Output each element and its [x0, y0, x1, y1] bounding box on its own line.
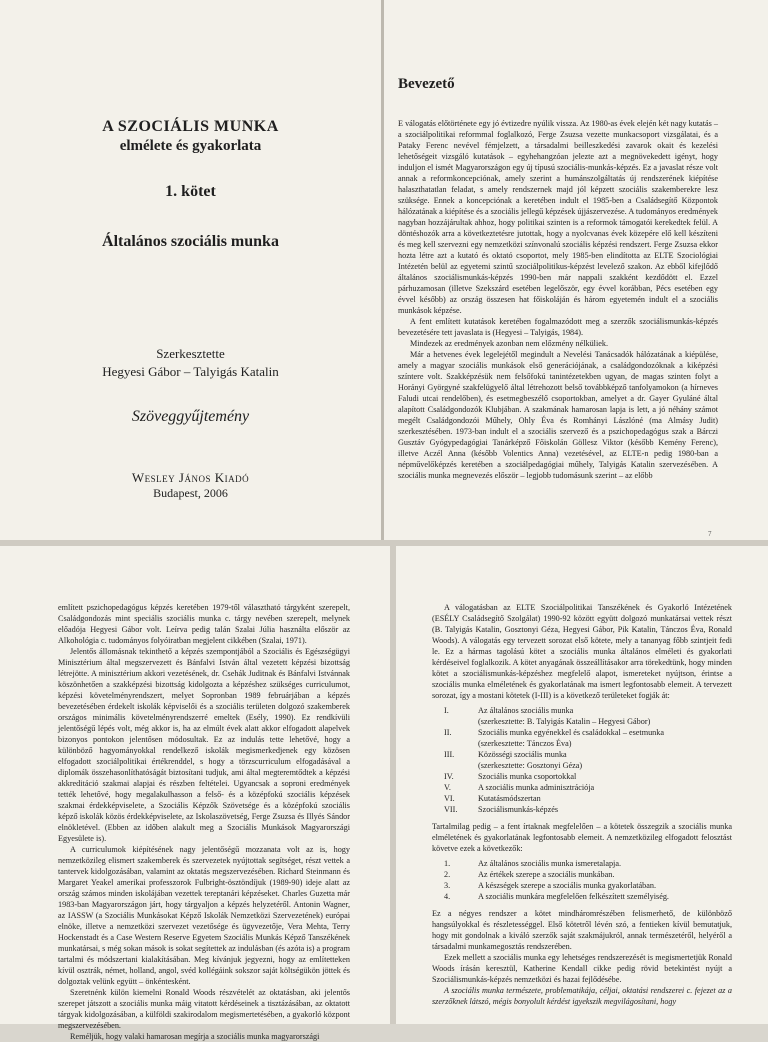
intro-paragraph: E válogatás előtörténete egy jó évtizedre nyúlik vissza. Az 1980-as évek elején két nagy kutatás – a szociálpolitikai reformmal foglalkozó, Ferge Zsuzsa vezette munkacsoport vizsgálatai, és a Pataky Ferenc nevével fémjelzett, a társadalmi beilleszkedési zavarok okait és kezelési lehetőségeit vizsgáló kutatások – egyhehangzóan jelezte azt a megnövekedett igényt, hogy induljon el ismét Magyarországon egy új típusú szociális-munkás-képzés. Ez a javaslat része volt annak a reformkoncepciónak, amely szerint a humánszolgáltatás új rendszerének kiépítése halaszthatatlan feladat, s amely rendszernek majd jól képzett szociális szakemberekre lesz szüksége. Ennek a koncepciónak a keretében indult el 1985-ben a Családsegítő Központok hálózatának a kiépítése és a szociális jellegű képzések újjászervezése. A tudományos eredmények nagyban hozzájárultak ahhoz, hogy politikai szinten is a reformok támogatói kerekedtek felül. A döntéshozók arra a következtetésre jutottak, hogy a nyolcvanas évek közepére elő kell készíteni és meg kell szervezni egy nemzetközi színvonalú szociális képzési rendszert. Ferge Zsuzsa ekkor hozta létre azt a kutató és oktató csoportot, mely 1985-ben elindította az ELTE Szociológiai Intézetén belül az egyetemi szintű szociálpolitikus-képzést levelező szakon. Az ebből kifejlődő általános szociálismunkás-képzés 1990-ben már nappali szakként kezdődött el. Ezzel párhuzamosan (illetve Szekszárd esetében legelőször, egy évvel korábban, Pécs esetében egy évvel később) az ország összesen hat főiskoláján és három egyetemén indult el a szociális munkások képzése. [398, 119, 718, 315]
introduction-page [384, 0, 768, 540]
continued-page [0, 546, 390, 1041]
list-item-editor: (szerkesztette: B. Talyigás Katalin – Hegyesi Gábor) [478, 717, 651, 726]
list-item: V. A szociális munka adminisztrációja [444, 783, 595, 792]
collection-label: Szöveggyűjtemény [131, 408, 250, 425]
body-paragraph: Tartalmilag pedig – a fent írtaknak megfelelően – a kötetek összegzik a szociális munka elméletének és gyakorlatának legfontosabb elemeit. A nemzetközileg elfogadott felosztást követve ezek a következők: [432, 822, 732, 853]
body-paragraph: Reméljük, hogy valaki hamarosan megírja a szociális munka magyarországi [70, 1032, 320, 1041]
body-paragraph: említett pszichopedagógus képzés keretében 1979-től választható tárgyként szerepelt, Családgondozás mint speciális szociális munka c. tárgy nevében szerepelt, melynek előadója Hegyesi Gábor volt. Leírva pedig talán Szalai Júlia használta először az Alkohológia c. tudományos folyóiratban megjelent cikkében (Szalai, 1971). [58, 603, 350, 645]
list-item: III. Közösségi szociális munka [444, 750, 567, 759]
editors: Hegyesi Gábor – Talyigás Katalin [102, 364, 279, 379]
book-title: A SZOCIÁLIS MUNKA [102, 118, 279, 135]
volumes-body [432, 602, 732, 1007]
list-item-editor: (szerkesztette: Gosztonyi Géza) [478, 761, 583, 770]
intro-paragraph: Már a hetvenes évek legelejétől megindult a Nevelési Tanácsadók hálózatának a kiépülése, amely a magyar szociális munkások első generációjának, a családgondozóknak a kiképzési színtere volt. Szakképzésük nem felsőfokú tanintézetekben ugyan, de magas szinten folyt a Horányi Györgyné szakfelügyelő által létrehozott belső továbbképző tanfolyamokon (a hírneves Faludi utcai rendelőben), és esetmegbeszélő csoportokban, amelyet a dr. Gayer Gyuláné által alapított Családgondozók Klubjában. A szakmának hamarosan lapja is lett, a jó néhány számot megélt Családgondozói Műhely, Ohly Éva és Romhányi Lászlóné (ma Almásy Judit) szerkesztésében. 1973-ban indult el a szociális szervező és a pszichopedagógus szak a Bárczi Gusztáv Gyógypedagógiai Tanárképző Főiskolán Göllesz Viktor (később Kemény Ferenc), illetve Aczél Anna (később Volentics Anna) vezetésével, az ELTE-n pedig 1980-ban a népművelőképzés keretében a szociálpedagógiai műhely, Talyigás Katalin szervezésében. A szociális munka megnevezés először – legjobb tudomásunk szerint – az előbb [398, 350, 718, 480]
list-item: IV. Szociális munka csoportokkal [444, 772, 577, 781]
list-item: 2. Az értékek szerepe a szociális munkában. [444, 870, 615, 879]
volume-list [432, 705, 732, 815]
book-subtitle: elmélete és gyakorlata [119, 138, 262, 154]
volume-number: 1. kötet [165, 183, 216, 200]
list-item: 4. A szociális munkára megfelelően felkészített személyiség. [444, 892, 669, 901]
body-paragraph: Szeretnénk külön kiemelni Ronald Woods részvételét az oktatásban, aki jelentős szerepet játszott a szociális munka máig vitatott kérdéseinek a tisztázásában, az oktatott tárgyak kidolgozásában, a külföldi szakirodalom megismertetésében, a gyakorló központ megszervezésében. [58, 988, 350, 1030]
page-number: 7 [708, 530, 712, 538]
body-paragraph: A curriculumok kiépítésének nagy jelentőségű mozzanata volt az is, hogy nemzetközileg elismert szakemberek és szervezetek nyújtottak segítséget, részt vettek a tantervek kidolgozásában, valamint az oktatás megszervezésében. Richard Steinmann és Margaret Yeakel amerikai professzorok Fulbright-ösztöndíjuk (1989-90) ideje alatt az ország számos minden iskolájában vezettek tereptanári képzéseket. Charles Guzetta már 1983-ban Magyarországon járt, hogy tárgyaljon a képzés helyzetéről. Antonin Wagner, az IASSW (a Szociális Munkásokat Képző Iskolák Nemzetközi Szervezetének) európai elnöke, illetve a nemzetközi szervezet vezetősége és ügyvezetője, Vera Mehta, Terry Hockenstadt és a Case Western Reserve Egyetem Szociális Munkás Képző Tanszékének munkatársai, s még sokan mások is sokat segítettek az indulásban (és azóta is) a program tartalmi és módszertani kialakításában. Meg kívánjuk jegyezni, hogy az említetteken kívül osztrák, német, holland, angol, svéd kollégáink sokszor saját költségükön jöttek és dolgoztak velünk együtt – önkéntesként. [58, 845, 350, 986]
list-item-editor: (szerkesztette: Tánczos Éva) [478, 739, 572, 748]
list-item: VII. Szociálismunkás-képzés [444, 805, 559, 814]
title-page [0, 0, 381, 540]
intro-body [398, 118, 718, 481]
edited-by-label: Szerkesztette [156, 346, 225, 361]
list-item: 3. A készségek szerepe a szociális munka gyakorlatában. [444, 881, 657, 890]
place-year: Budapest, 2006 [153, 486, 228, 500]
body-paragraph: A válogatásban az ELTE Szociálpolitikai Tanszékének és Gyakorló Intézetének (ESÉLY Családsegítő Szolgálat) 1990-92 között együtt dolgozó munkatársai vettek részt (B. Talyigás Katalin, Gosztonyi Géza, Hegyesi Gábor, Pik Katalin, Tánczos Éva, Ronald Woods). A válogatás egy tervezett sorozat első kötete, mely a tananyag főbb szintjeit fedi le. Ez a hármas tagolású kötet a szociális munka általános elméleti és gyakorlati kérdéseivel foglalkozik. A kötet anyagának összeállításakor arra törekedtünk, hogy minden kötet a szociálismunkás-képzéshez megfelelő alapot, ismereteket nyújtson, érintse a szociális munka elméletének és gyakorlatának ma ismert legfontosabb elemeit. A tervezett sorozat, így a mostani kötetek (I-III) is a következő területeket fogják át: [432, 603, 732, 700]
body-paragraph: A szociális munka természete, problematikája, céljai, oktatási rendszerei c. fejezet az a szerzőknek látszó, mégis bonyolult kérdést igyekszik megvilágosítani, hogy [432, 986, 732, 1006]
volume-title: Általános szociális munka [102, 233, 279, 250]
volumes-page [396, 546, 768, 1024]
intro-heading: Bevezető [398, 76, 455, 92]
list-item: I. Az általános szociális munka [444, 706, 574, 715]
intro-paragraph: A fent említett kutatások keretében fogalmazódott meg a szerzők szociálismunkás-képzés bevezetésére tett javaslata is (Hegyesi – Talyigás, 1984). [398, 317, 718, 337]
continued-body [58, 602, 350, 1042]
list-item: VI. Kutatásmódszertan [444, 794, 541, 803]
body-paragraph: Jelentős állomásnak tekinthető a képzés szempontjából a Szociális és Egészségügyi Minisztérium által megszervezett és Bánfalvi István által vezetett képzési bizottság létrejötte. A minisztérium akkori vezetésének, dr. Csehák Juditnak és Bánfalvi Istvánnak köszönhetően a szakképzési bizottság kidolgozta a képzéshez szükséges curriculumot, képzési követelményrendszert, melyet Sopronban 1989 februárjában a képzés bevezetésében érdekelt iskolák képviselői és a szociális területen dolgozó szakemberek országos minimális követelményrendszerré emeltek (Esély, 1990). Ez rendkívüli jelentőségű lépés volt, még akkor is, ha az elmúlt évek alatt akkor elfogadott alapelvek bizonyos pontokon jelentősen módosultak. Ez az indulás tette lehetővé, hogy a különböző hagyományokkal rendelkező iskolák megismerkedjenek egy közösen elfogadott szociálpolitikai értékrenddel, s hogy a törzscurriculum elfogadásával a diplomák összehasonlíthatóságát biztosítani tudjuk, ami által megteremtődtek a képzési akkreditáció szakmai alapjai és részben feltételei. Ugyancsak a soproni eredmények tették lehetővé, hogy megalakulhasson a felső- és a középfokú szociális képzések szakmai érdekképviselete, a Szociális Képzők Szövetsége és a középfokú szociális képző iskolák közös érdekképviselete, az Iskolaszövetség, Ferge Zsuzsa és Illyés Sándor elnökletével. (Ebben az időben alakult meg a Szociális Munkások Magyarországi Egyesülete is). [58, 647, 350, 843]
list-item: 1. Az általános szociális munka ismeretalapja. [444, 859, 622, 868]
list-item: II. Szociális munka egyénekkel és családokkal – esetmunka [444, 728, 664, 737]
body-paragraph: Ezek mellett a szociális munka egy lehetséges rendszerezését is megismertetjük Ronald Woods írásán keresztül, Katherine Kendall cikke pedig rövid betekintést nyújt a Szociálismunkás-képzés nemzetközi és hazai fejlődésébe. [432, 953, 732, 984]
body-paragraph: Ez a négyes rendszer a kötet mindháromrészében felismerhető, de különböző hangsúlyokkal és részletességgel. Első kötetről lévén szó, a fentieken kívül bemutatjuk, hogy mit gondolnak a kiváló szerzők saját szakmájukról, annak természetéről, helyéről a társadalmi munkamegosztás rendszerében. [432, 909, 732, 951]
publisher: Wesley János Kiadó [131, 470, 250, 485]
intro-paragraph: Mindezek az eredmények azonban nem előzmény nélküliek. [410, 339, 609, 348]
topic-list [432, 858, 732, 902]
